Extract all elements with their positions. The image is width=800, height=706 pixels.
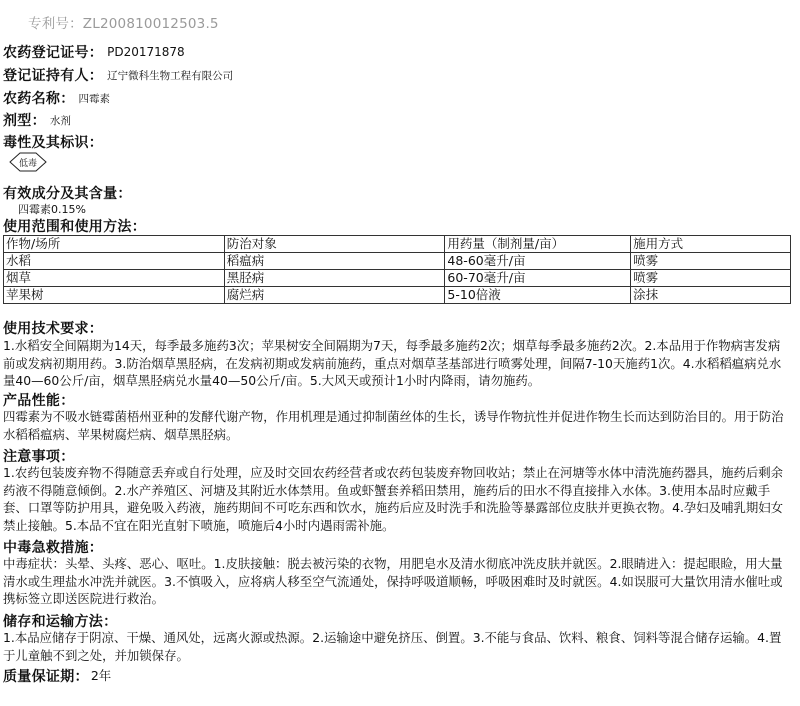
table-cell: 48-60毫升/亩: [445, 253, 631, 270]
shelf-life-label: 质量保证期：: [3, 669, 89, 685]
table-cell: 喷雾: [631, 253, 791, 270]
cautions-text: 1.农药包装废弃物不得随意丢弃或自行处理，应及时交回农药经营者或农药包装废弃物回收站；禁止在河塘等水体中清洗施药器具，施药后剩余药液不得随意倾倒。2.水产养殖区、河塘及其附近水体禁用。鱼或虾蟹套养稻田禁用，施药后的田水不得直接排入水体。3.使用本品时应戴手套、口罩等防护用具，避免吸入药液，施药期间不可吃东西和饮水，施药后应及时洗手和洗脸等暴露部位皮肤并更换衣物。4.孕妇及哺乳期妇女禁止接触。5.本品不宜在阳光直射下喷施，喷施后4小时内遇雨需补施。: [3, 465, 784, 533]
registration-row: [3, 42, 185, 62]
table-cell: 烟草: [4, 270, 225, 287]
table-cell: 黑胫病: [224, 270, 445, 287]
registration-value: PD20171878: [107, 45, 185, 59]
table-cell: 涂抹: [631, 287, 791, 304]
name-row: [3, 88, 110, 108]
table-cell: 苹果树: [4, 287, 225, 304]
technique-text: 1.水稻安全间隔期为14天，每季最多施药3次；苹果树安全间隔期为7天，每季最多施药2次；烟草每季最多施药2次。2.本品用于作物病害发病前或发病初期用药。3.防治烟草黑胫病，在发病初期或发病前施药，重点对烟草茎基部进行喷雾处理，间隔7-10天施药1次。4.水稻稻瘟病兑水量40—60公斤/亩，烟草黑胫病兑水量40—50公斤/亩。5.大风天或预计1小时内降雨，请勿施药。: [3, 338, 782, 388]
storage-heading-row: [3, 611, 117, 631]
first-aid-label: 中毒急救措施：: [3, 540, 104, 556]
table-row: [4, 270, 791, 287]
storage-label: 储存和运输方法：: [3, 614, 118, 630]
usage-row: [3, 216, 146, 236]
technique-label: 使用技术要求：: [3, 321, 104, 337]
usage-header-crop: 作物/场所: [4, 236, 225, 253]
active-label: 有效成分及其含量：: [3, 186, 132, 202]
table-cell: 水稻: [4, 253, 225, 270]
table-cell: 60-70毫升/亩: [445, 270, 631, 287]
formulation-row: [3, 110, 71, 130]
registration-label: 农药登记证号：: [3, 45, 104, 61]
holder-label: 登记证持有人：: [3, 68, 104, 84]
shelf-life-value: 2年: [90, 668, 112, 683]
cautions-heading-row: [3, 446, 75, 466]
performance-heading-row: [3, 390, 75, 410]
shelf-life-row: [3, 666, 111, 686]
table-row: [4, 287, 791, 304]
first-aid-text: 中毒症状：头晕、头疼、恶心、呕吐。1.皮肤接触：脱去被污染的衣物，用肥皂水及清水彻底冲洗皮肤并就医。2.眼睛进入：提起眼睑，用大量清水或生理盐水冲洗并就医。3.不慎吸入，应将病人移至空气流通处，保持呼吸道顺畅，呼吸困难时及时就医。4.如误服可大量饮用清水催吐或携标签立即送医院进行救治。: [3, 556, 783, 606]
table-cell: 稻瘟病: [224, 253, 445, 270]
toxicity-badge: 低毒: [18, 159, 38, 169]
formulation-value: 水剂: [49, 115, 71, 127]
toxicity-diamond-icon: [8, 151, 48, 173]
cautions-label: 注意事项：: [3, 449, 75, 465]
technique-heading-row: [3, 318, 103, 338]
table-cell: 腐烂病: [224, 287, 445, 304]
name-label: 农药名称：: [3, 91, 75, 107]
performance-label: 产品性能：: [3, 393, 75, 409]
table-cell: 5-10倍液: [445, 287, 631, 304]
holder-value: 辽宁微科生物工程有限公司: [107, 70, 234, 82]
usage-header-dosage: 用药量（制剂量/亩）: [445, 236, 631, 253]
first-aid-heading-row: [3, 537, 103, 557]
name-value: 四霉素: [78, 93, 110, 105]
usage-header-method: 施用方式: [631, 236, 791, 253]
toxicity-label: 毒性及其标识：: [3, 135, 104, 151]
patent-number: 专利号：ZL200810012503.5: [28, 16, 219, 32]
usage-header-target: 防治对象: [224, 236, 445, 253]
storage-text: 1.本品应储存于阴凉、干燥、通风处，远离火源或热源。2.运输途中避免挤压、倒置。3.不能与食品、饮料、粮食、饲料等混合储存运输。4.置于儿童触不到之处，并加锁保存。: [3, 630, 782, 663]
active-row: [3, 183, 132, 203]
table-row: [4, 253, 791, 270]
usage-table-header: [4, 236, 791, 253]
formulation-label: 剂型：: [3, 113, 46, 129]
holder-row: [3, 65, 233, 85]
toxicity-row: [3, 132, 103, 152]
active-value: 四霉素0.15%: [18, 203, 86, 216]
performance-text: 四霉素为不吸水链霉菌梧州亚种的发酵代谢产物，作用机理是通过抑制菌丝体的生长，诱导作物抗性并促进作物生长而达到防治目的。用于防治水稻稻瘟病、苹果树腐烂病、烟草黑胫病。: [3, 409, 784, 442]
usage-table: [3, 235, 791, 304]
table-cell: 喷雾: [631, 270, 791, 287]
usage-label: 使用范围和使用方法：: [3, 219, 146, 235]
